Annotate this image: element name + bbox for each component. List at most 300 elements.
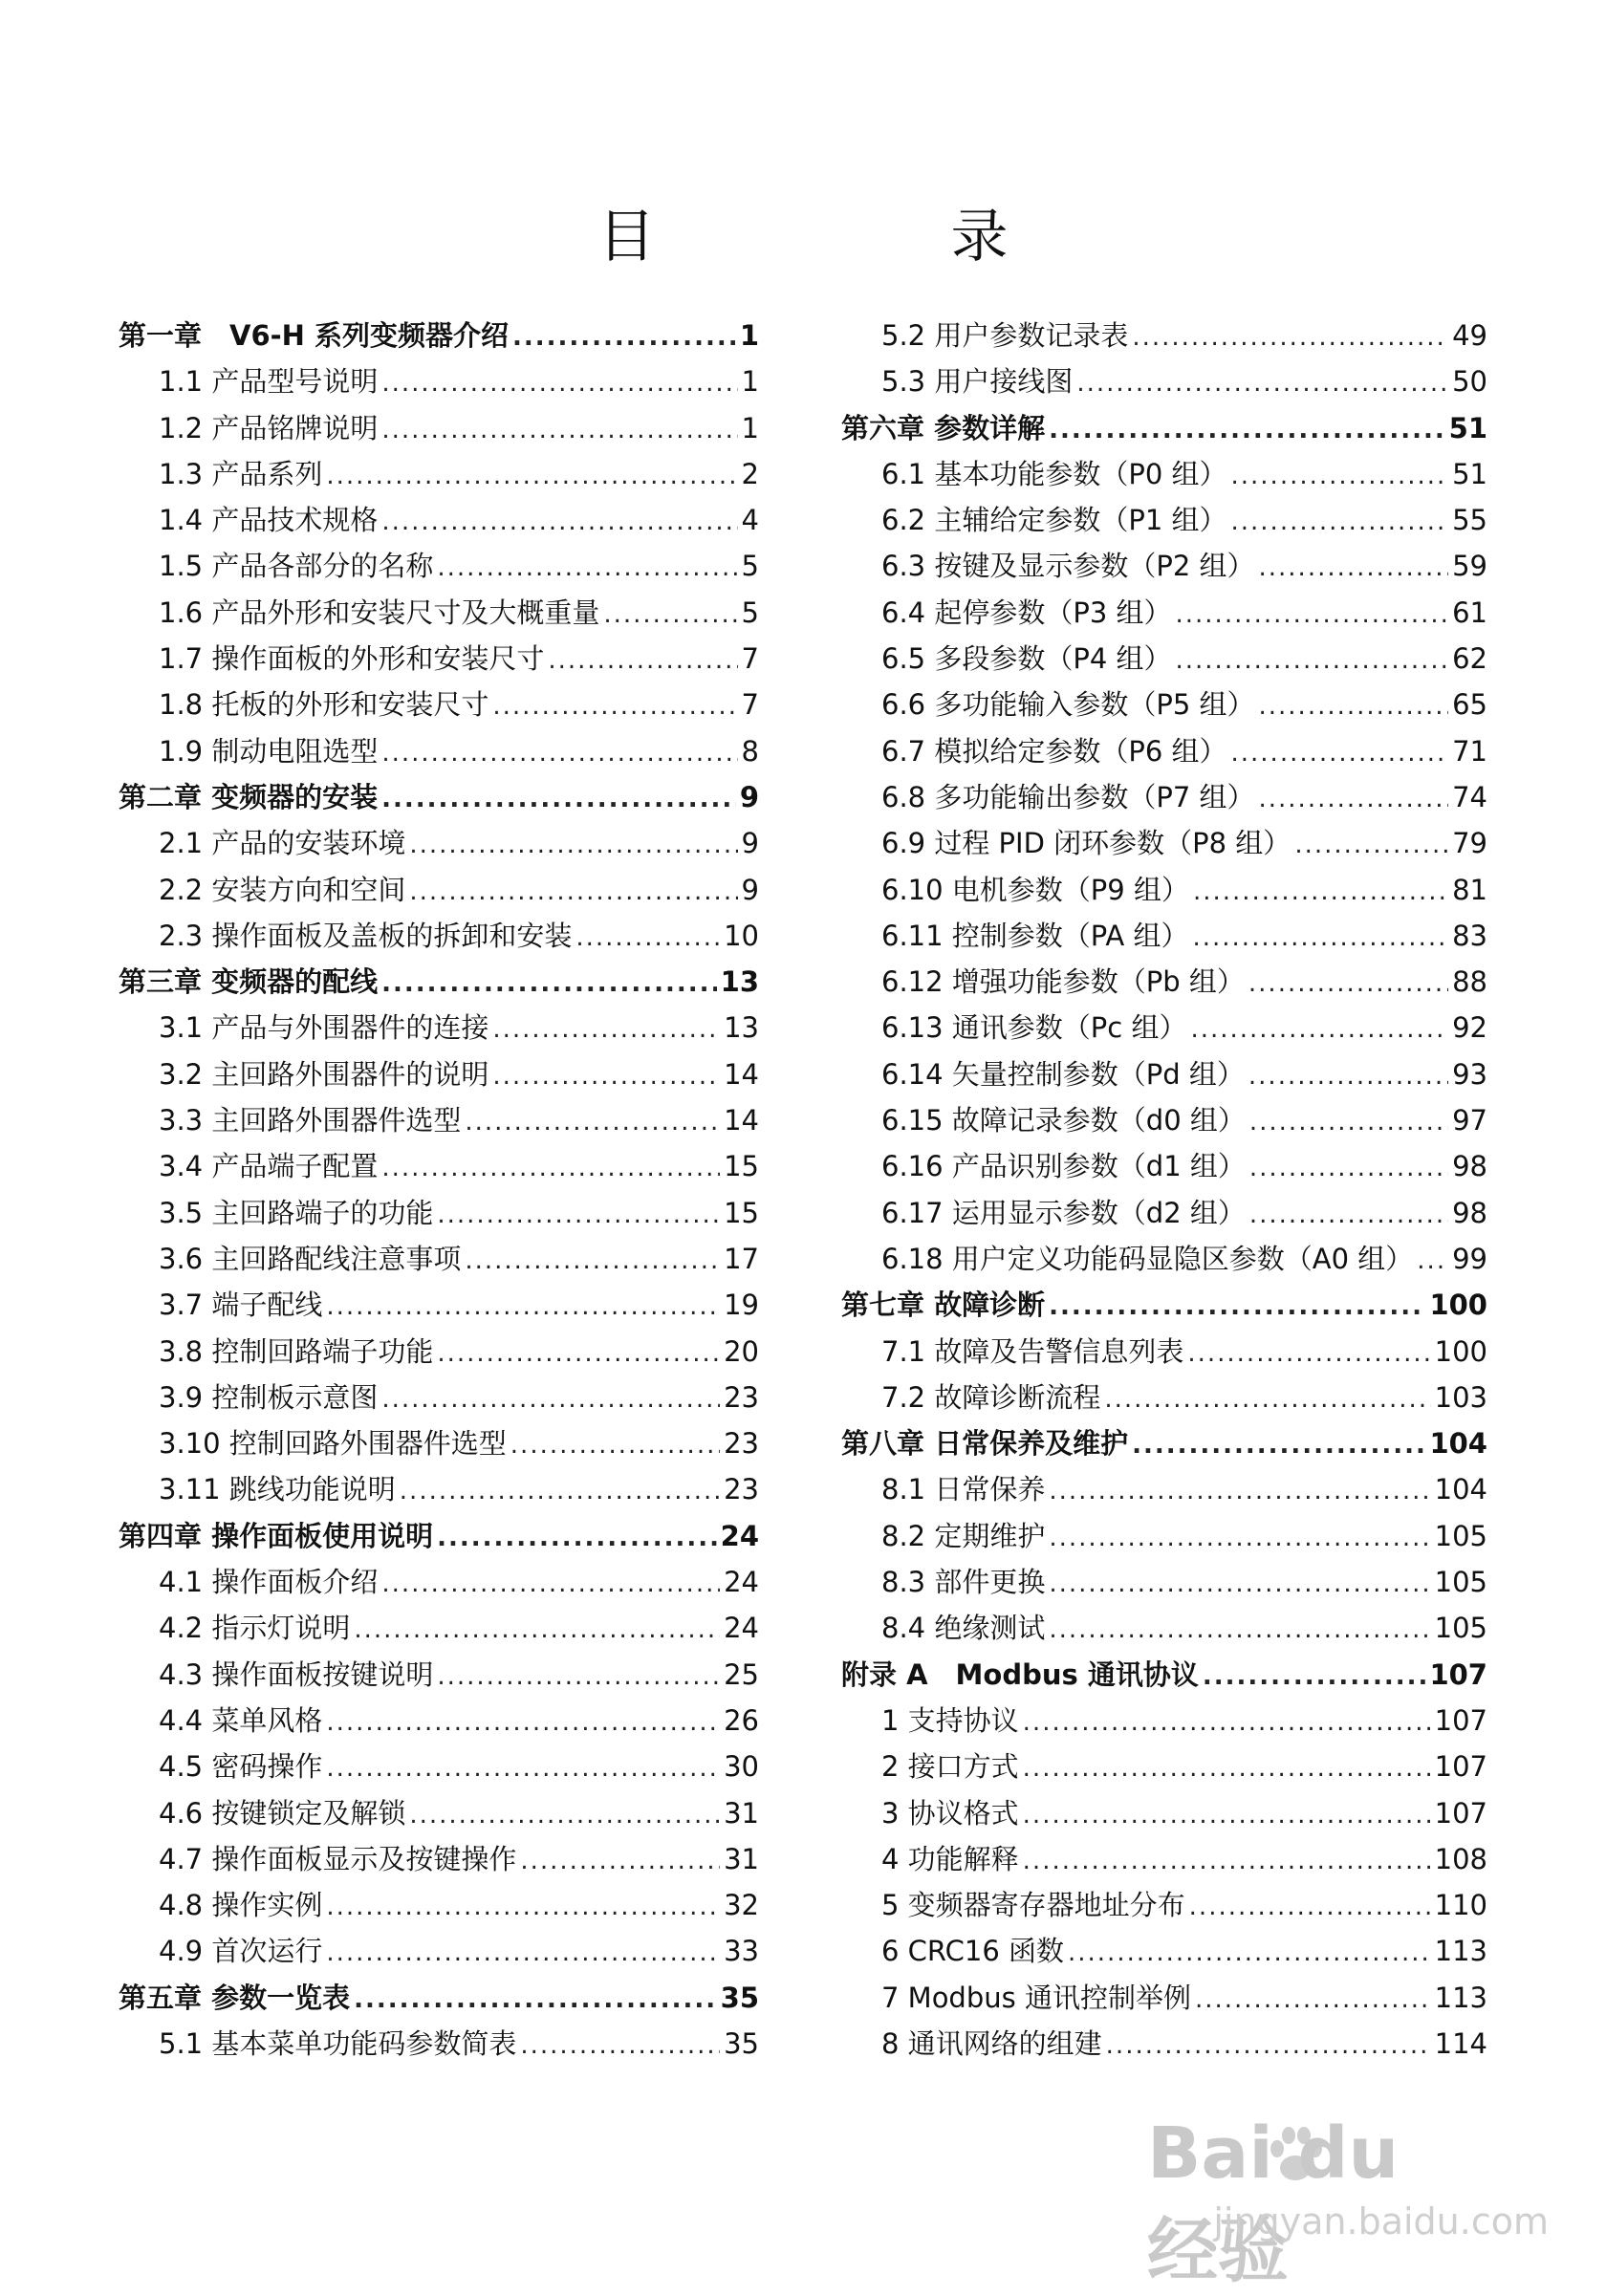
toc-page-number: 8: [741, 734, 759, 768]
toc-dot-leader: [1249, 1192, 1448, 1238]
toc-entry-title: 第八章 日常保养及维护: [841, 1427, 1129, 1461]
toc-section-entry[interactable]: [841, 682, 1487, 727]
toc-page-number: 49: [1452, 319, 1487, 352]
toc-dot-leader: [492, 1007, 720, 1052]
toc-page-number: 61: [1452, 596, 1487, 629]
toc-dot-leader: [492, 683, 737, 729]
toc-page-number: 9: [741, 827, 759, 860]
toc-section-entry[interactable]: [841, 1605, 1487, 1651]
toc-page-number: 103: [1434, 1380, 1487, 1414]
watermark-logo-text: Bai du 经验: [1147, 2112, 1400, 2292]
toc-dot-leader: [354, 1977, 717, 2023]
toc-dot-leader: [1231, 499, 1449, 545]
toc-page-number: 7: [741, 642, 759, 676]
toc-entry-title: 附录 A Modbus 通讯协议: [841, 1657, 1199, 1691]
toc-left-column: [119, 313, 759, 2067]
toc-section-entry[interactable]: [841, 1559, 1487, 1605]
toc-entry-title: 3.11 跳线功能说明: [159, 1473, 396, 1506]
toc-page-number: 74: [1452, 780, 1487, 813]
toc-entry-title: 6.7 模拟给定参数（P6 组）: [881, 734, 1227, 768]
toc-page-number: 65: [1452, 688, 1487, 722]
toc-dot-leader: [548, 638, 737, 683]
toc-dot-leader: [510, 1422, 720, 1468]
toc-page-number: 105: [1434, 1566, 1487, 1599]
toc-section-entry[interactable]: [119, 543, 759, 589]
toc-dot-leader: [326, 1884, 720, 1930]
toc-dot-leader: [437, 1515, 717, 1561]
toc-section-entry[interactable]: [119, 636, 759, 682]
toc-page-number: 24: [724, 1612, 759, 1645]
toc-section-entry[interactable]: [841, 1928, 1487, 1974]
toc-chapter-entry[interactable]: [841, 1420, 1487, 1466]
toc-dot-leader: [381, 499, 737, 545]
toc-entry-title: 5.3 用户接线图: [881, 365, 1074, 399]
toc-page-number: 26: [724, 1703, 759, 1737]
toc-entry-title: 7 Modbus 通讯控制举例: [881, 1981, 1191, 2014]
toc-section-entry[interactable]: [119, 1282, 759, 1328]
toc-section-entry[interactable]: [841, 867, 1487, 913]
toc-chapter-entry[interactable]: [119, 1975, 759, 2021]
toc-page-number: 20: [724, 1334, 759, 1368]
toc-page-number: 113: [1434, 1981, 1487, 2014]
toc-dot-leader: [1195, 1977, 1431, 2023]
toc-entry-title: 2.2 安装方向和空间: [159, 873, 406, 906]
toc-entry-title: 6.10 电机参数（P9 组）: [881, 873, 1189, 906]
toc-page-number: 5: [741, 596, 759, 629]
toc-page-number: 14: [724, 1104, 759, 1137]
toc-page-number: 107: [1434, 1750, 1487, 1784]
toc-dot-leader: [520, 1838, 720, 1884]
toc-section-entry[interactable]: [119, 1375, 759, 1420]
toc-section-entry[interactable]: [841, 1375, 1487, 1420]
toc-section-entry[interactable]: [841, 774, 1487, 820]
toc-section-entry[interactable]: [119, 1559, 759, 1605]
toc-page-number: 113: [1434, 1935, 1487, 1968]
toc-section-entry[interactable]: [841, 451, 1487, 497]
toc-entry-title: 第四章 操作面板使用说明: [119, 1519, 434, 1552]
toc-section-entry[interactable]: [119, 913, 759, 959]
toc-entry-title: 8.3 部件更换: [881, 1566, 1046, 1599]
toc-entry-title: 6.14 矢量控制参数（Pd 组）: [881, 1057, 1245, 1091]
toc-section-entry[interactable]: [119, 358, 759, 404]
toc-entry-title: 2 接口方式: [881, 1750, 1019, 1784]
toc-entry-title: 第七章 故障诊断: [841, 1289, 1046, 1322]
baidu-jingyan-watermark: [1147, 2112, 1549, 2292]
toc-chapter-entry[interactable]: [841, 1652, 1487, 1698]
toc-page-number: 50: [1452, 365, 1487, 399]
toc-dot-leader: [1192, 915, 1448, 961]
toc-entry-title: 3.6 主回路配线注意事项: [159, 1242, 462, 1275]
toc-dot-leader: [409, 1792, 720, 1838]
toc-section-entry[interactable]: [841, 590, 1487, 636]
toc-entry-title: 4.8 操作实例: [159, 1889, 323, 1922]
toc-entry-title: 4.1 操作面板介绍: [159, 1566, 379, 1599]
toc-dot-leader: [1417, 1238, 1448, 1284]
toc-page-number: 108: [1434, 1842, 1487, 1875]
toc-dot-leader: [326, 1930, 720, 1976]
toc-page-number: 97: [1452, 1104, 1487, 1137]
toc-section-entry[interactable]: [841, 1097, 1487, 1143]
toc-page-number: 4: [741, 504, 759, 537]
toc-page-number: 17: [724, 1242, 759, 1275]
toc-page-number: 107: [1434, 1703, 1487, 1737]
toc-section-entry[interactable]: [119, 1190, 759, 1236]
toc-entry-title: 7.2 故障诊断流程: [881, 1380, 1101, 1414]
toc-dot-leader: [1190, 1007, 1448, 1052]
toc-page-number: 24: [724, 1566, 759, 1599]
toc-chapter-entry[interactable]: [841, 1282, 1487, 1328]
toc-page-number: 19: [724, 1289, 759, 1322]
toc-entry-title: 1.9 制动电阻选型: [159, 734, 379, 768]
toc-page-number: 100: [1429, 1289, 1487, 1322]
toc-section-entry[interactable]: [841, 1190, 1487, 1236]
toc-page-number: 98: [1452, 1150, 1487, 1183]
toc-dot-leader: [1203, 1654, 1426, 1700]
toc-section-entry[interactable]: [119, 1420, 759, 1466]
toc-page-number: 1: [739, 319, 759, 352]
toc-section-entry[interactable]: [841, 913, 1487, 959]
toc-entry-title: 6.18 用户定义功能码显隐区参数（A0 组）: [881, 1242, 1414, 1275]
toc-entry-title: 6.1 基本功能参数（P0 组）: [881, 457, 1227, 490]
toc-dot-leader: [1049, 407, 1445, 453]
toc-page-number: 35: [724, 2026, 759, 2060]
toc-dot-leader: [1049, 1561, 1430, 1607]
toc-dot-leader: [381, 1145, 720, 1191]
toc-page-number: 23: [724, 1427, 759, 1461]
toc-section-entry[interactable]: [119, 2021, 759, 2067]
toc-section-entry[interactable]: [119, 451, 759, 497]
toc-entry-title: 8.4 绝缘测试: [881, 1612, 1046, 1645]
watermark-url: jingyan.baidu.com: [1213, 2200, 1549, 2242]
toc-entry-title: 7.1 故障及告警信息列表: [881, 1334, 1184, 1368]
toc-dot-leader: [381, 407, 737, 453]
toc-dot-leader: [400, 1468, 720, 1514]
toc-entry-title: 4.4 菜单风格: [159, 1703, 323, 1737]
toc-entry-title: 1.8 托板的外形和安装尺寸: [159, 688, 489, 722]
toc-page-number: 7: [741, 688, 759, 722]
toc-entry-title: 4.7 操作面板显示及按键操作: [159, 1842, 517, 1875]
toc-entry-title: 2.3 操作面板及盖板的拆卸和安装: [159, 919, 573, 952]
toc-dot-leader: [437, 1192, 720, 1238]
toc-section-entry[interactable]: [841, 1513, 1487, 1559]
toc-page-number: 92: [1452, 1011, 1487, 1045]
toc-entry-title: 6.4 起停参数（P3 组）: [881, 596, 1172, 629]
toc-section-entry[interactable]: [119, 1466, 759, 1512]
toc-dot-leader: [1249, 1099, 1448, 1145]
toc-dot-leader: [512, 314, 736, 360]
toc-entry-title: 3.7 端子配线: [159, 1289, 323, 1322]
toc-entry-title: 1.1 产品型号说明: [159, 365, 379, 399]
toc-section-entry[interactable]: [841, 1466, 1487, 1512]
toc-section-entry[interactable]: [119, 497, 759, 543]
toc-page-number: 55: [1452, 504, 1487, 537]
toc-dot-leader: [326, 1745, 720, 1791]
toc-chapter-entry[interactable]: [119, 774, 759, 820]
toc-page-number: 23: [724, 1380, 759, 1414]
toc-entry-title: 6.12 增强功能参数（Pb 组）: [881, 965, 1245, 999]
page-title: 目 录: [597, 204, 1147, 271]
toc-dot-leader: [1294, 822, 1448, 868]
toc-page-number: 5: [741, 550, 759, 583]
toc-entry-title: 第一章 V6-H 系列变频器介绍: [119, 319, 510, 352]
toc-dot-leader: [1049, 1468, 1430, 1514]
toc-section-entry[interactable]: [119, 1005, 759, 1051]
toc-page-number: 23: [724, 1473, 759, 1506]
toc-section-entry[interactable]: [841, 1836, 1487, 1882]
toc-entry-title: 5.1 基本菜单功能码参数简表: [159, 2026, 517, 2060]
toc-page-number: 1: [741, 365, 759, 399]
toc-page-number: 114: [1434, 2026, 1487, 2060]
toc-dot-leader: [1248, 961, 1448, 1007]
toc-entry-title: 6 CRC16 函数: [881, 1935, 1064, 1968]
toc-entry-title: 8.1 日常保养: [881, 1473, 1046, 1506]
toc-entry-title: 6.13 通讯参数（Pc 组）: [881, 1011, 1187, 1045]
toc-entry-title: 第五章 参数一览表: [119, 1981, 351, 2014]
toc-section-entry[interactable]: [841, 313, 1487, 358]
toc-section-entry[interactable]: [841, 1790, 1487, 1836]
toc-entry-title: 1.4 产品技术规格: [159, 504, 379, 537]
toc-dot-leader: [575, 915, 720, 961]
toc-section-entry[interactable]: [841, 1005, 1487, 1051]
toc-page-number: 99: [1452, 1242, 1487, 1275]
toc-section-entry[interactable]: [119, 1329, 759, 1375]
toc-entry-title: 1.3 产品系列: [159, 457, 323, 490]
toc-dot-leader: [1104, 1376, 1430, 1422]
toc-dot-leader: [381, 1376, 720, 1422]
toc-page-number: 9: [741, 873, 759, 906]
toc-entry-title: 3.10 控制回路外围器件选型: [159, 1427, 507, 1461]
toc-dot-leader: [409, 869, 737, 915]
toc-dot-leader: [1132, 1422, 1425, 1468]
toc-section-entry[interactable]: [119, 1836, 759, 1882]
toc-entry-title: 6.6 多功能输入参数（P5 组）: [881, 688, 1255, 722]
toc-section-entry[interactable]: [841, 1143, 1487, 1189]
toc-entry-title: 3.5 主回路端子的功能: [159, 1196, 434, 1229]
toc-dot-leader: [1176, 592, 1449, 638]
toc-dot-leader: [1023, 1745, 1431, 1791]
toc-section-entry[interactable]: [119, 728, 759, 774]
toc-entry-title: 第三章 变频器的配线: [119, 965, 379, 999]
toc-section-entry[interactable]: [119, 820, 759, 866]
toc-dot-leader: [326, 453, 737, 499]
toc-entry-title: 2.1 产品的安装环境: [159, 827, 406, 860]
toc-page-number: 104: [1434, 1473, 1487, 1506]
toc-page-number: 13: [724, 1011, 759, 1045]
toc-dot-leader: [381, 961, 717, 1007]
toc-section-entry[interactable]: [841, 543, 1487, 589]
toc-page-number: 51: [1452, 457, 1487, 490]
toc-page-number: 33: [724, 1935, 759, 1968]
toc-chapter-entry[interactable]: [119, 959, 759, 1005]
toc-entry-title: 3.9 控制板示意图: [159, 1380, 379, 1414]
toc-section-entry[interactable]: [841, 1698, 1487, 1744]
toc-dot-leader: [1176, 638, 1449, 683]
toc-entry-title: 6.8 多功能输出参数（P7 组）: [881, 780, 1255, 813]
toc-section-entry[interactable]: [119, 405, 759, 451]
toc-dot-leader: [326, 1700, 720, 1745]
toc-dot-leader: [1189, 1884, 1431, 1930]
toc-section-entry[interactable]: [841, 959, 1487, 1005]
toc-page-number: 30: [724, 1750, 759, 1784]
toc-entry-title: 第二章 变频器的安装: [119, 780, 379, 813]
toc-section-entry[interactable]: [119, 1698, 759, 1744]
toc-section-entry[interactable]: [119, 867, 759, 913]
toc-section-entry[interactable]: [119, 1652, 759, 1698]
toc-section-entry[interactable]: [119, 1790, 759, 1836]
toc-entry-title: 4.5 密码操作: [159, 1750, 323, 1784]
toc-page-number: 2: [741, 457, 759, 490]
toc-dot-leader: [1068, 1930, 1431, 1976]
toc-page-number: 59: [1452, 550, 1487, 583]
toc-dot-leader: [1231, 730, 1449, 776]
toc-dot-leader: [326, 1284, 720, 1330]
toc-section-entry[interactable]: [119, 1097, 759, 1143]
toc-dot-leader: [381, 360, 737, 406]
toc-section-entry[interactable]: [119, 1143, 759, 1189]
toc-dot-leader: [1132, 314, 1448, 360]
toc-entry-title: 1.7 操作面板的外形和安装尺寸: [159, 642, 545, 676]
toc-dot-leader: [1259, 776, 1449, 822]
toc-entry-title: 6.3 按键及显示参数（P2 组）: [881, 550, 1255, 583]
toc-entry-title: 4.6 按键锁定及解锁: [159, 1796, 406, 1830]
toc-section-entry[interactable]: [841, 636, 1487, 682]
toc-entry-title: 3.4 产品端子配置: [159, 1150, 379, 1183]
toc-dot-leader: [1249, 1145, 1448, 1191]
toc-page-number: 10: [724, 919, 759, 952]
toc-page-number: 71: [1452, 734, 1487, 768]
toc-dot-leader: [1023, 1700, 1431, 1745]
toc-dot-leader: [437, 1331, 720, 1376]
toc-entry-title: 8 通讯网络的组建: [881, 2026, 1102, 2060]
toc-dot-leader: [437, 545, 737, 591]
toc-right-column: [841, 313, 1487, 2067]
toc-page-number: 100: [1434, 1334, 1487, 1368]
toc-section-entry[interactable]: [119, 1051, 759, 1097]
toc-page-number: 35: [720, 1981, 759, 2014]
toc-page-number: 25: [724, 1657, 759, 1691]
toc-page-number: 24: [720, 1519, 759, 1552]
toc-entry-title: 8.2 定期维护: [881, 1519, 1046, 1552]
toc-page-number: 1: [741, 411, 759, 444]
toc-section-entry[interactable]: [841, 728, 1487, 774]
toc-entry-title: 4 功能解释: [881, 1842, 1019, 1875]
toc-section-entry[interactable]: [841, 497, 1487, 543]
toc-page-number: 88: [1452, 965, 1487, 999]
toc-entry-title: 3.8 控制回路端子功能: [159, 1334, 434, 1368]
toc-entry-title: 1.2 产品铭牌说明: [159, 411, 379, 444]
toc-dot-leader: [1049, 1515, 1430, 1561]
toc-chapter-entry[interactable]: [119, 313, 759, 358]
toc-entry-title: 3.2 主回路外围器件的说明: [159, 1057, 489, 1091]
toc-page-number: 32: [724, 1889, 759, 1922]
toc-entry-title: 1.5 产品各部分的名称: [159, 550, 434, 583]
toc-page-number: 107: [1429, 1657, 1487, 1691]
toc-section-entry[interactable]: [119, 1882, 759, 1928]
toc-section-entry[interactable]: [841, 2021, 1487, 2067]
toc-dot-leader: [1193, 869, 1448, 915]
toc-entry-title: 3.1 产品与外围器件的连接: [159, 1011, 489, 1045]
toc-entry-title: 3 协议格式: [881, 1796, 1019, 1830]
toc-section-entry[interactable]: [119, 1605, 759, 1651]
toc-entry-title: 第六章 参数详解: [841, 411, 1046, 444]
toc-section-entry[interactable]: [841, 1236, 1487, 1282]
toc-entry-title: 6.9 过程 PID 闭环参数（P8 组）: [881, 827, 1291, 860]
toc-dot-leader: [381, 776, 736, 822]
toc-entry-title: 6.2 主辅给定参数（P1 组）: [881, 504, 1227, 537]
toc-dot-leader: [381, 730, 737, 776]
toc-page-number: 110: [1434, 1889, 1487, 1922]
toc-dot-leader: [1023, 1838, 1431, 1884]
toc-dot-leader: [354, 1607, 720, 1653]
toc-page-number: 13: [720, 965, 759, 999]
toc-dot-leader: [1023, 1792, 1431, 1838]
toc-entry-title: 1.6 产品外形和安装尺寸及大概重量: [159, 596, 600, 629]
toc-entry-title: 5.2 用户参数记录表: [881, 319, 1129, 352]
toc-dot-leader: [465, 1238, 720, 1284]
toc-entry-title: 6.11 控制参数（PA 组）: [881, 919, 1189, 952]
toc-page-number: 81: [1452, 873, 1487, 906]
toc-entry-title: 6.17 运用显示参数（d2 组）: [881, 1196, 1246, 1229]
toc-page-number: 51: [1448, 411, 1487, 444]
toc-dot-leader: [465, 1099, 720, 1145]
toc-dot-leader: [1049, 1607, 1430, 1653]
toc-entry-title: 4.9 首次运行: [159, 1935, 323, 1968]
toc-dot-leader: [381, 1561, 720, 1607]
toc-page-number: 15: [724, 1196, 759, 1229]
toc-page-number: 31: [724, 1796, 759, 1830]
toc-entry-title: 6.15 故障记录参数（d0 组）: [881, 1104, 1246, 1137]
toc-entry-title: 1 支持协议: [881, 1703, 1019, 1737]
toc-page-number: 62: [1452, 642, 1487, 676]
toc-section-entry[interactable]: [841, 1975, 1487, 2021]
toc-dot-leader: [492, 1053, 720, 1099]
toc-section-entry[interactable]: [841, 358, 1487, 404]
toc-section-entry[interactable]: [119, 1744, 759, 1789]
toc-section-entry[interactable]: [119, 1928, 759, 1974]
toc-page-number: 105: [1434, 1612, 1487, 1645]
toc-dot-leader: [437, 1654, 720, 1700]
toc-page-number: 107: [1434, 1796, 1487, 1830]
toc-page-number: 105: [1434, 1519, 1487, 1552]
toc-dot-leader: [1049, 1284, 1425, 1330]
toc-dot-leader: [520, 2023, 720, 2069]
toc-section-entry[interactable]: [119, 1236, 759, 1282]
toc-entry-title: 5 变频器寄存器地址分布: [881, 1889, 1185, 1922]
toc-entry-title: 4.2 指示灯说明: [159, 1612, 351, 1645]
toc-page-number: 14: [724, 1057, 759, 1091]
toc-dot-leader: [1231, 453, 1449, 499]
toc-dot-leader: [1259, 683, 1449, 729]
toc-page-number: 9: [739, 780, 759, 813]
toc-dot-leader: [1259, 545, 1449, 591]
toc-chapter-entry[interactable]: [841, 405, 1487, 451]
toc-page-number: 15: [724, 1150, 759, 1183]
toc-chapter-entry[interactable]: [119, 1513, 759, 1559]
toc-page-number: 98: [1452, 1196, 1487, 1229]
toc-section-entry[interactable]: [841, 1051, 1487, 1097]
toc-section-entry[interactable]: [119, 590, 759, 636]
toc-dot-leader: [1248, 1053, 1448, 1099]
toc-section-entry[interactable]: [841, 820, 1487, 866]
toc-page-number: 93: [1452, 1057, 1487, 1091]
toc-section-entry[interactable]: [841, 1329, 1487, 1375]
toc-section-entry[interactable]: [841, 1882, 1487, 1928]
toc-page-number: 104: [1429, 1427, 1487, 1461]
toc-section-entry[interactable]: [841, 1744, 1487, 1789]
toc-entry-title: 3.3 主回路外围器件选型: [159, 1104, 462, 1137]
toc-section-entry[interactable]: [119, 682, 759, 727]
toc-page-number: 83: [1452, 919, 1487, 952]
